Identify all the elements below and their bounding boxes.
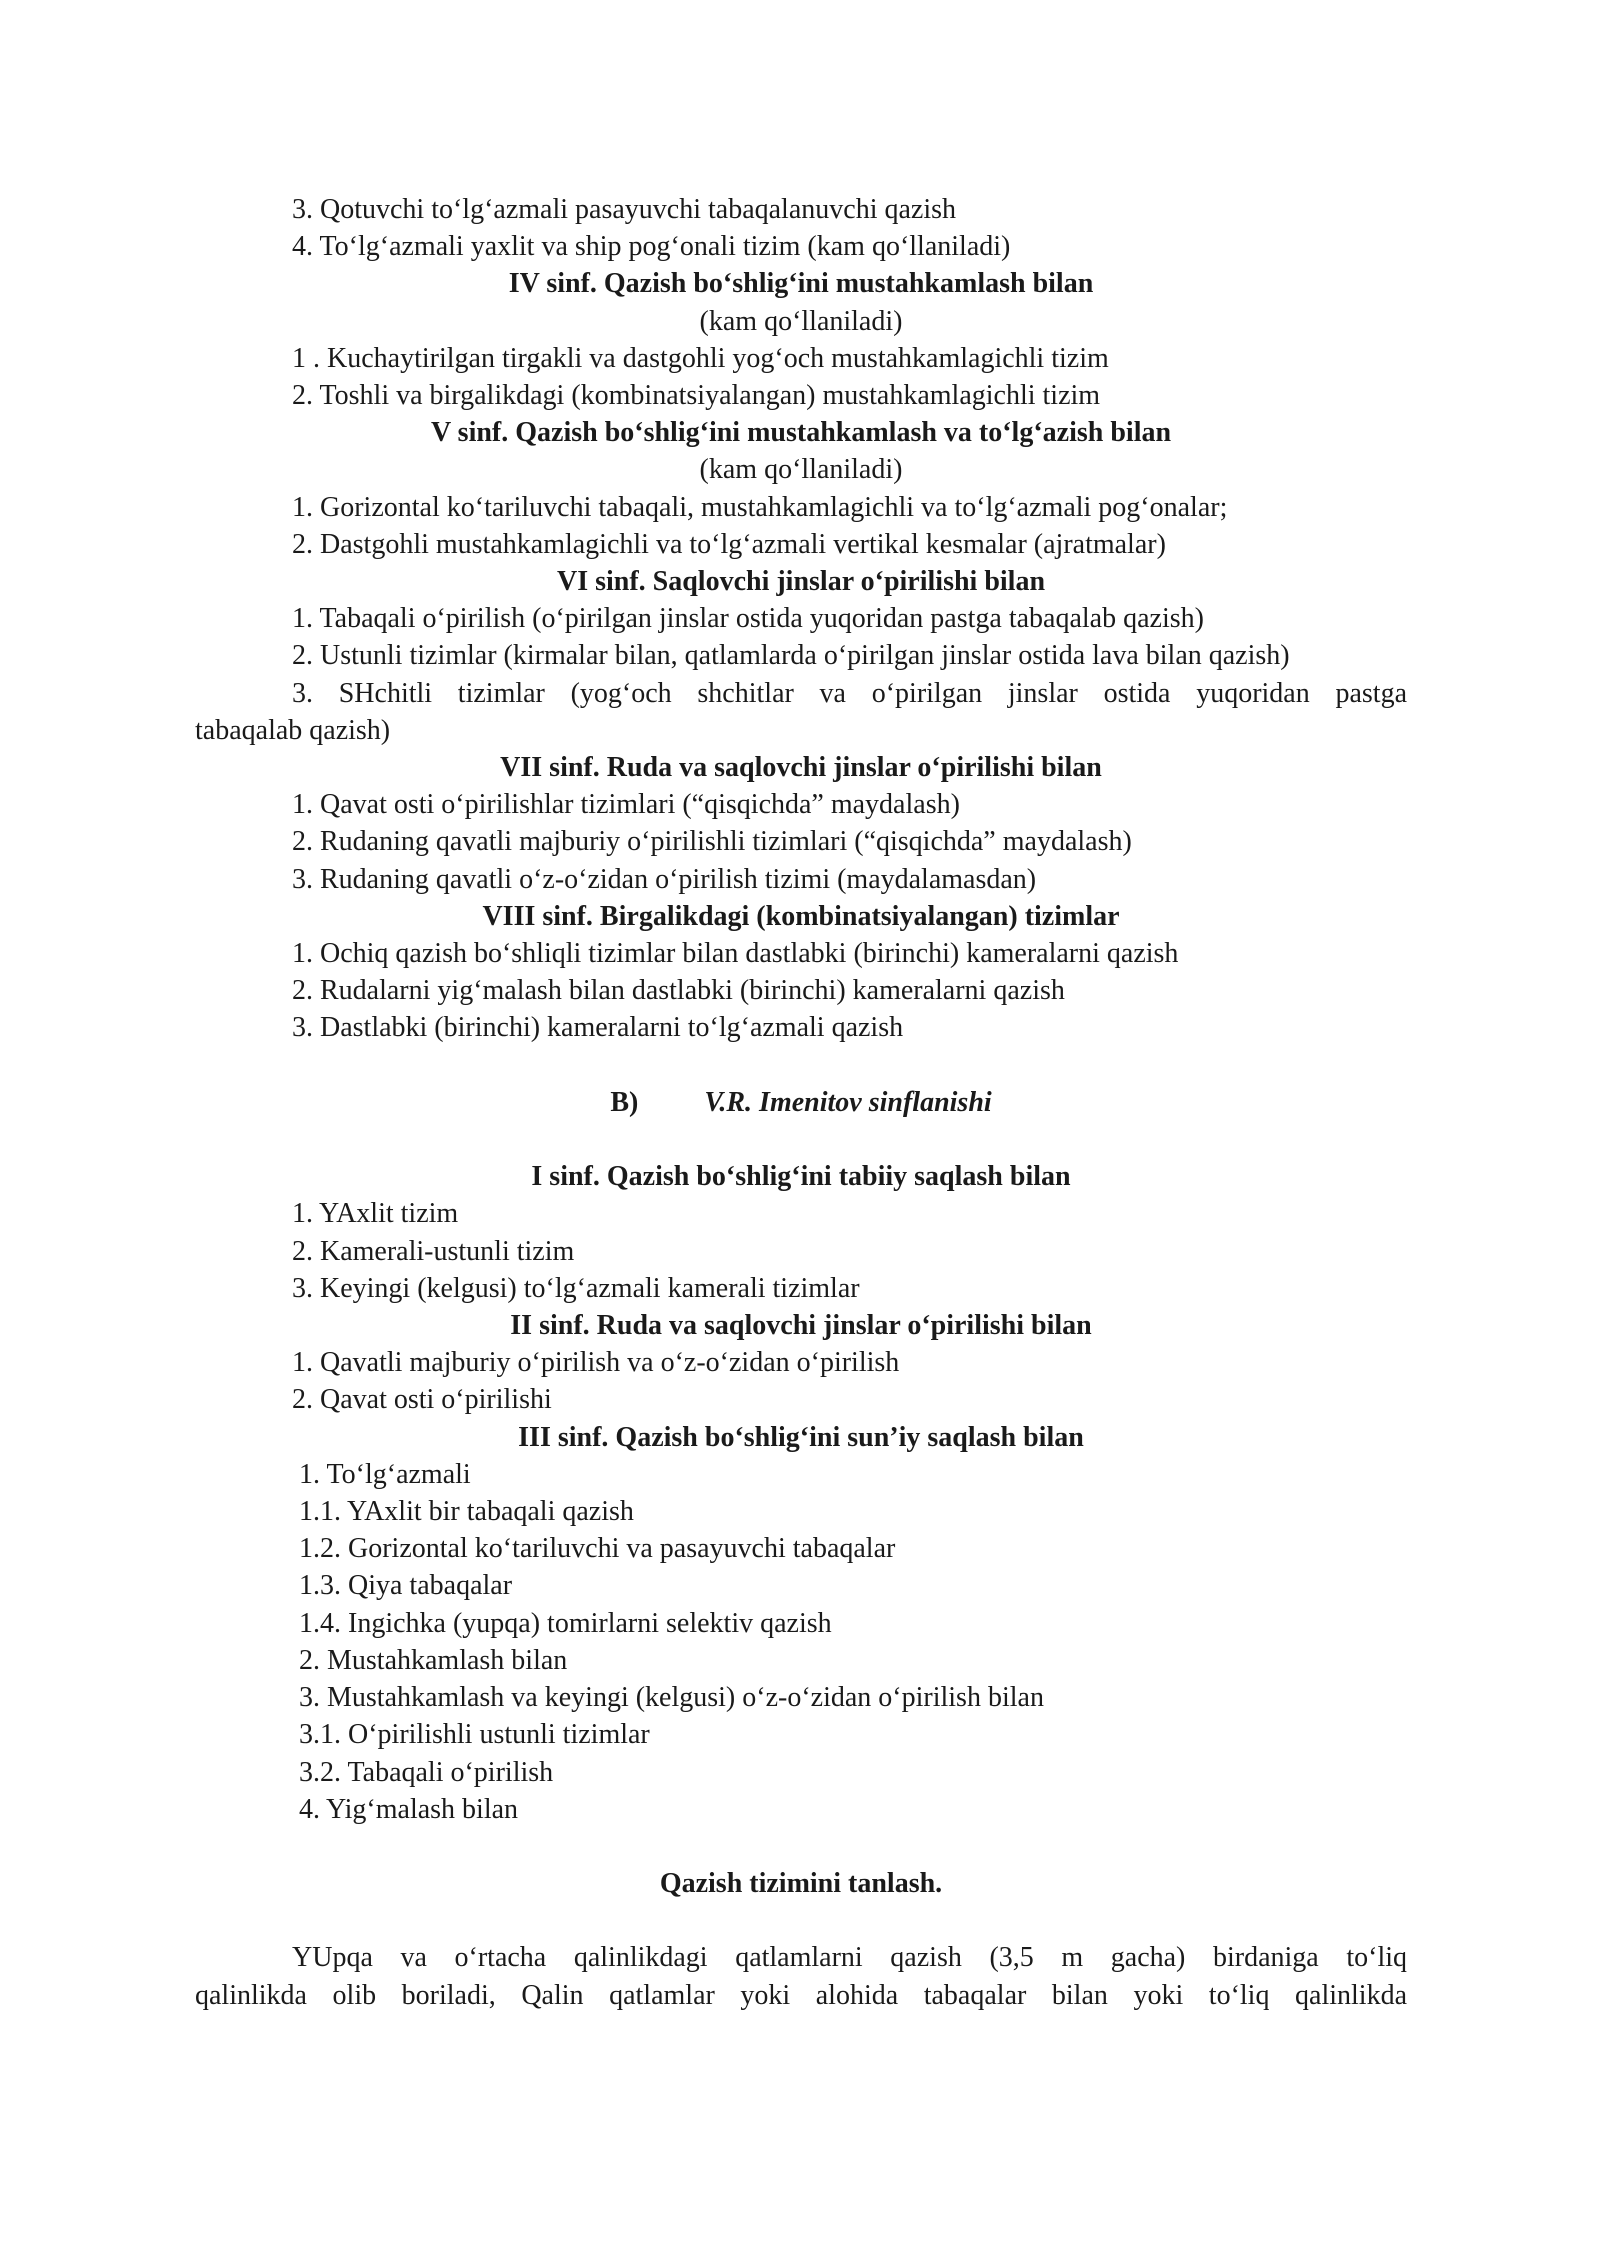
class-heading: II sinf. Ruda va saqlovchi jinslar o‘pirilishi bilan — [510, 1310, 1092, 1342]
list-item-continuation: tabaqalab qazish) — [195, 714, 391, 746]
list-item: 1. YAxlit tizim — [292, 1198, 459, 1230]
spacer — [195, 1828, 1407, 1865]
section-heading: Qazish tizimini tanlash. — [659, 1868, 943, 1900]
list-item: 4. Yig‘malash bilan — [299, 1793, 519, 1825]
list-item: 2. Qavat osti o‘pirilishi — [292, 1384, 552, 1416]
document-body — [195, 191, 1407, 2014]
list-item: 1.3. Qiya tabaqalar — [299, 1570, 513, 1602]
class-heading: IV sinf. Qazish bo‘shlig‘ini mustahkamlash bilan — [508, 268, 1094, 300]
list-item: 3. Rudaning qavatli o‘z-o‘zidan o‘pirilish tizimi (maydalamasdan) — [292, 863, 1037, 895]
list-item: 1. Qavat osti o‘pirilishlar tizimlari (“qisqichda” maydalash) — [292, 789, 960, 821]
section-title: V.R. Imenitov sinflanishi — [704, 1086, 992, 1118]
list-item: 2. Toshli va birgalikdagi (kombinatsiyalangan) mustahkamlagichli tizim — [292, 380, 1101, 412]
list-item: 1. To‘lg‘azmali — [299, 1458, 471, 1490]
section-heading — [195, 1084, 1407, 1121]
list-item: 2. Dastgohli mustahkamlagichli va to‘lg‘azmali vertikal kesmalar (ajratmalar) — [292, 528, 1166, 560]
paragraph-line: YUpqa va o‘rtacha qalinlikdagi qatlamlarni qazish (3,5 m gacha) birdaniga to‘liq — [292, 1942, 1407, 1974]
list-item: 3.2. Tabaqali o‘pirilish — [299, 1756, 554, 1788]
class-heading: I sinf. Qazish bo‘shlig‘ini tabiiy saqlash bilan — [531, 1161, 1071, 1193]
class-heading: III sinf. Qazish bo‘shlig‘ini sun’iy saqlash bilan — [518, 1421, 1084, 1453]
list-item: 1. Ochiq qazish bo‘shliqli tizimlar bilan dastlabki (birinchi) kameralarni qazish — [292, 938, 1179, 970]
class-heading: VI sinf. Saqlovchi jinslar o‘pirilishi bilan — [556, 566, 1046, 598]
list-item: 1. Tabaqali o‘pirilish (o‘pirilgan jinslar ostida yuqoridan pastga tabaqalab qazish) — [292, 603, 1204, 635]
list-item: 3. Mustahkamlash va keyingi (kelgusi) o‘z-o‘zidan o‘pirilish bilan — [299, 1682, 1044, 1714]
list-item: 2. Mustahkamlash bilan — [299, 1644, 568, 1676]
list-item: 3. Dastlabki (birinchi) kameralarni to‘lg‘azmali qazish — [292, 1012, 904, 1044]
list-item: 1. Qavatli majburiy o‘pirilish va o‘z-o‘zidan o‘pirilish — [292, 1347, 900, 1379]
list-item: 1.4. Ingichka (yupqa) tomirlarni selektiv qazish — [299, 1607, 832, 1639]
spacer — [195, 1902, 1407, 1939]
paragraph-line: qalinlikda olib boriladi, Qalin qatlamlar yoki alohida tabaqalar bilan yoki to‘liq qalinlikda — [195, 1979, 1407, 2011]
class-note: (kam qo‘llaniladi) — [699, 454, 903, 486]
list-item: 3.1. O‘pirilishli ustunli tizimlar — [299, 1719, 650, 1751]
list-item: 1 . Kuchaytirilgan tirgakli va dastgohli yog‘och mustahkamlagichli tizim — [292, 342, 1109, 374]
list-item: 3. Keyingi (kelgusi) to‘lg‘azmali kamerali tizimlar — [292, 1272, 860, 1304]
section-letter: B) — [610, 1086, 639, 1118]
class-note: (kam qo‘llaniladi) — [699, 305, 903, 337]
list-item: 2. Kamerali-ustunli tizim — [292, 1235, 575, 1267]
list-item: 2. Rudaning qavatli majburiy o‘pirilishli tizimlari (“qisqichda” maydalash) — [292, 826, 1132, 858]
list-item: 1.1. YAxlit bir tabaqali qazish — [299, 1496, 634, 1528]
class-heading: V sinf. Qazish bo‘shlig‘ini mustahkamlash va to‘lg‘azish bilan — [430, 417, 1172, 449]
list-item: 2. Ustunli tizimlar (kirmalar bilan, qatlamlarda o‘pirilgan jinslar ostida lava bilan qazish) — [292, 640, 1290, 672]
list-item: 4. To‘lg‘azmali yaxlit va ship pog‘onali tizim (kam qo‘llaniladi) — [292, 231, 1011, 263]
list-item: 2. Rudalarni yig‘malash bilan dastlabki (birinchi) kameralarni qazish — [292, 975, 1065, 1007]
list-item-wrapped-line: 3. SHchitli tizimlar (yog‘och shchitlar va o‘pirilgan jinslar ostida yuqoridan pastga — [292, 677, 1407, 709]
class-heading: VII sinf. Ruda va saqlovchi jinslar o‘pirilishi bilan — [500, 752, 1102, 784]
spacer — [195, 1047, 1407, 1084]
list-item: 1.2. Gorizontal ko‘tariluvchi va pasayuvchi tabaqalar — [299, 1533, 896, 1565]
list-item: 1. Gorizontal ko‘tariluvchi tabaqali, mustahkamlagichli va to‘lg‘azmali pog‘onalar; — [292, 491, 1228, 523]
class-heading: VIII sinf. Birgalikdagi (kombinatsiyalangan) tizimlar — [482, 900, 1120, 932]
spacer — [195, 1121, 1407, 1158]
list-item: 3. Qotuvchi to‘lg‘azmali pasayuvchi tabaqalanuvchi qazish — [292, 194, 957, 225]
